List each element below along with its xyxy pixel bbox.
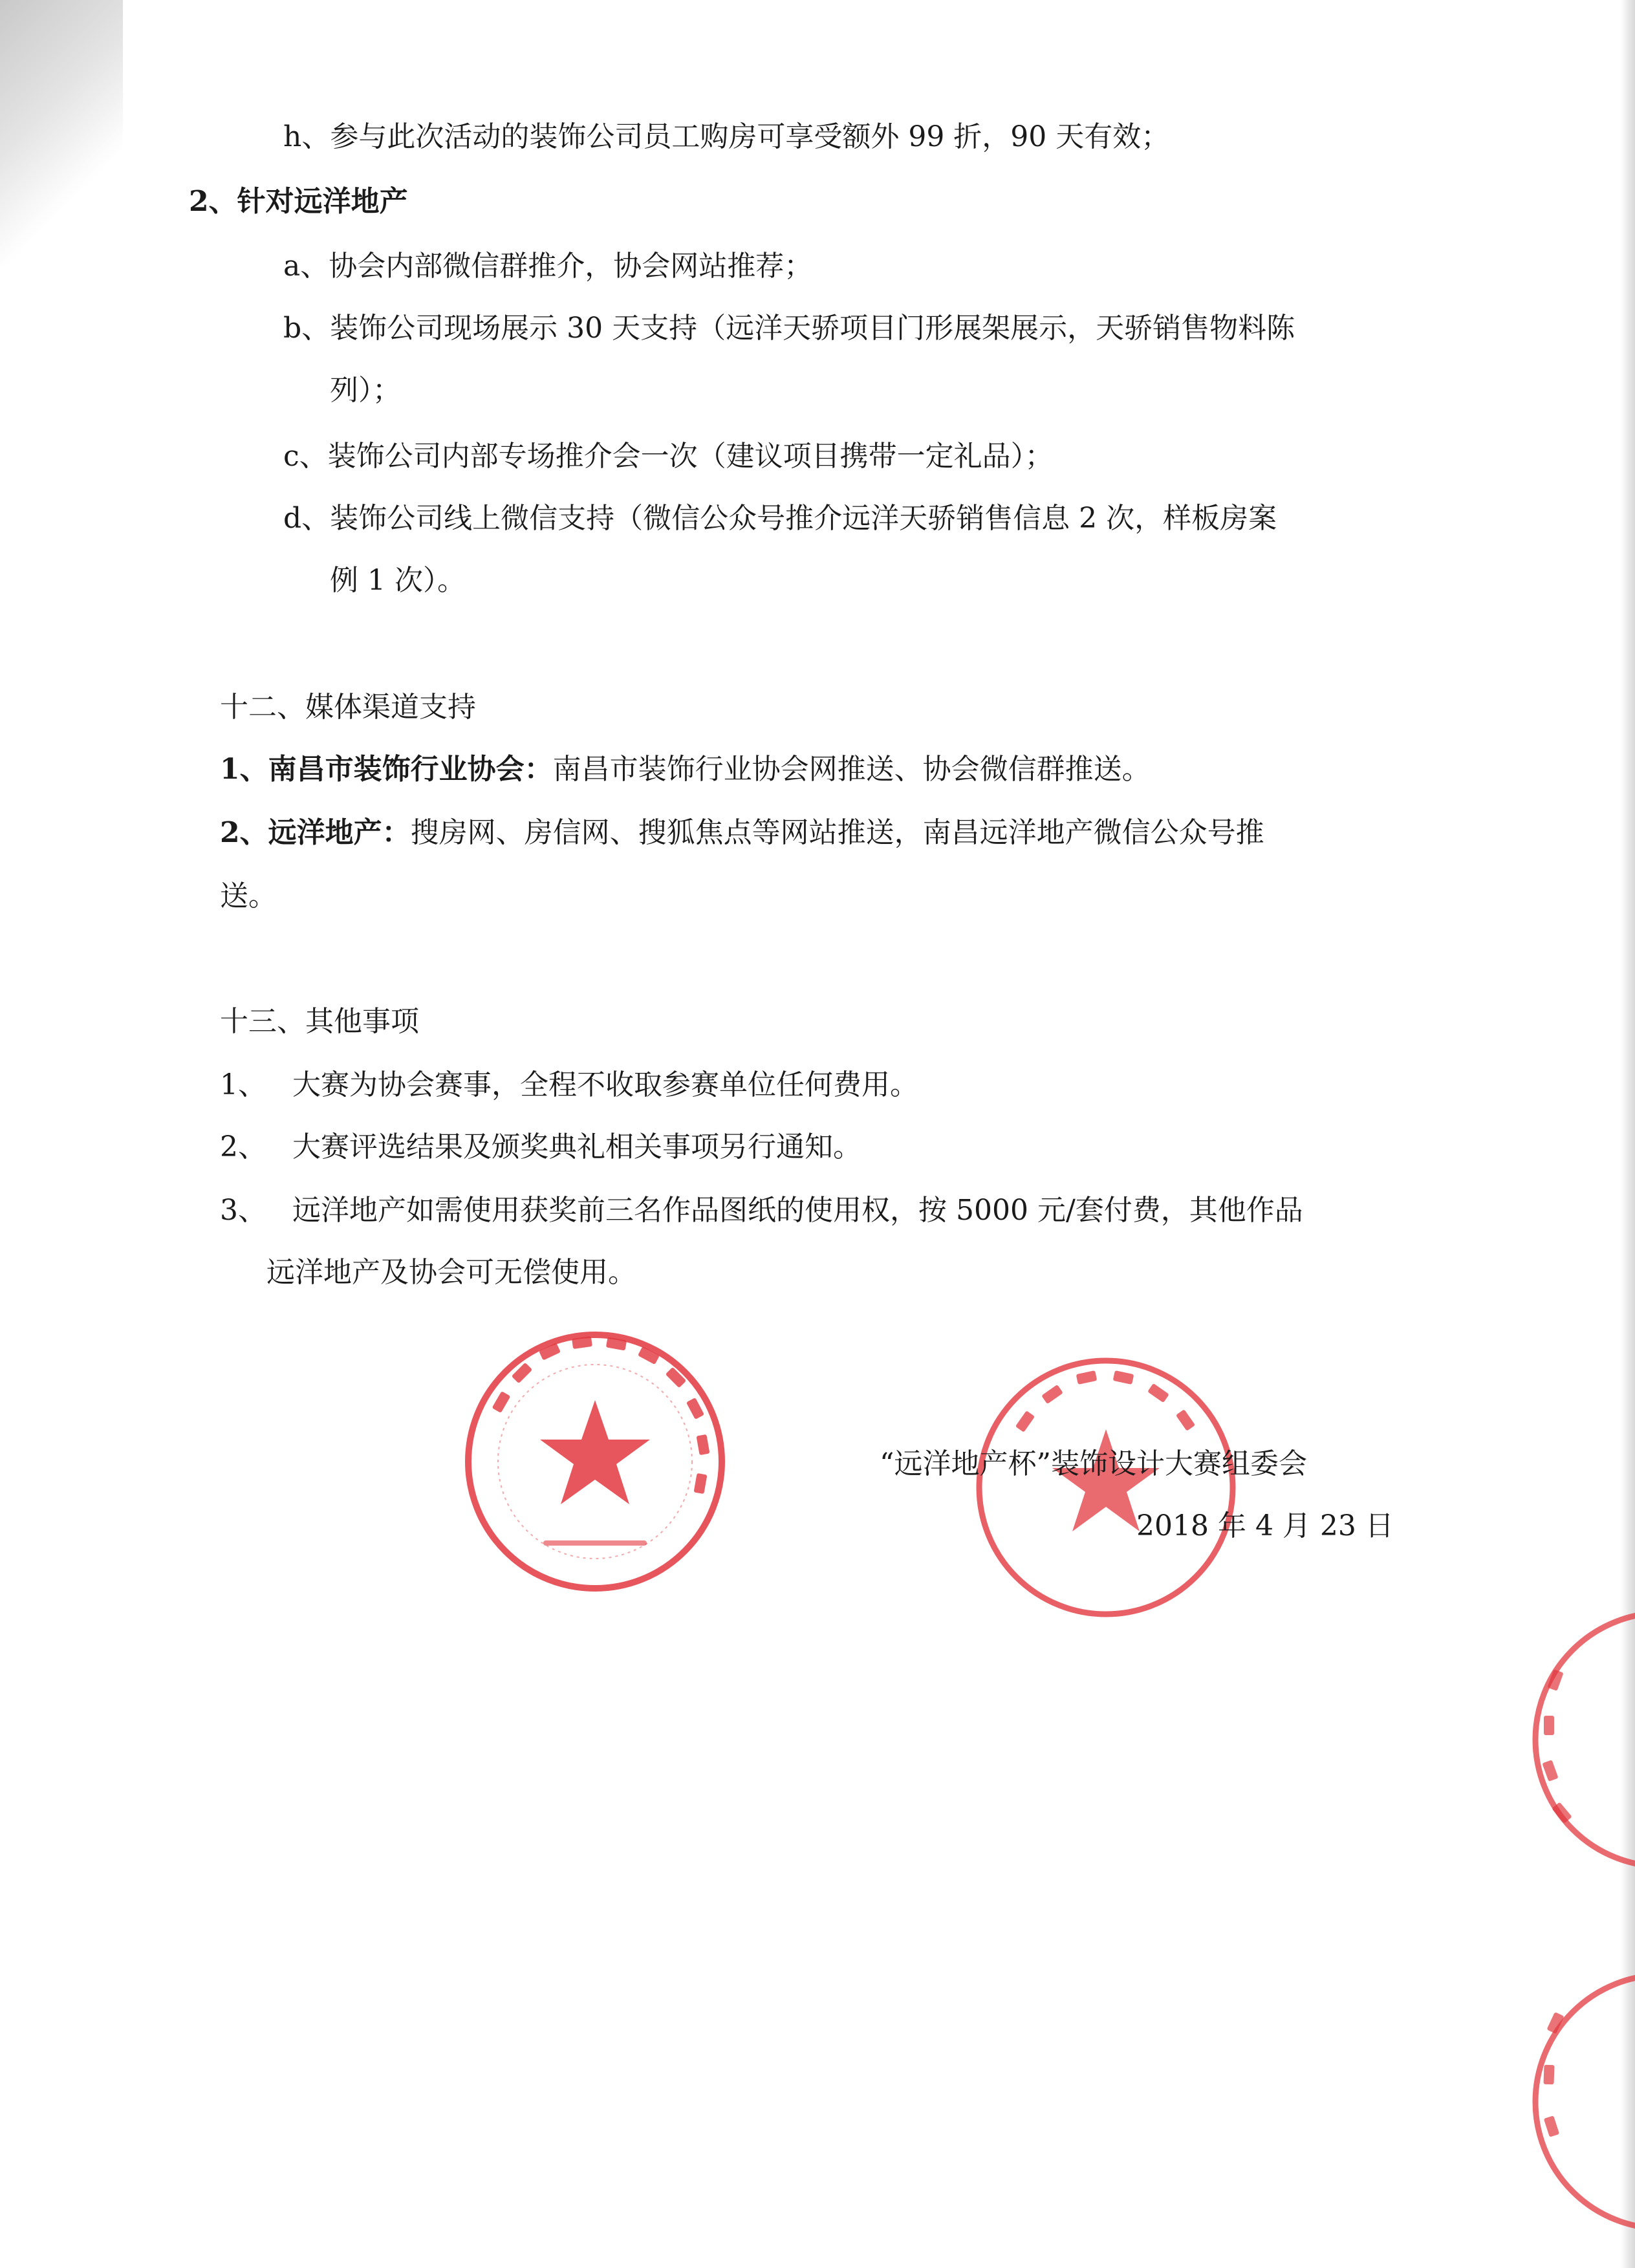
yuanyang-item-b: b、装饰公司现场展示 30 天支持（远洋天骄项目门形展架展示，天骄销售物料陈 — [283, 312, 1295, 345]
media-item-1-text: 南昌市装饰行业协会网推送、协会微信群推送。 — [552, 753, 1151, 786]
media-item-2-cont: 送。 — [220, 880, 277, 913]
signature-date: 2018 年 4 月 23 日 — [1136, 1509, 1394, 1542]
yuanyang-item-c: c、装饰公司内部专场推介会一次（建议项目携带一定礼品）； — [283, 440, 1054, 473]
section-heading-other: 十三、其他事项 — [220, 1005, 419, 1038]
yuanyang-item-d: d、装饰公司线上微信支持（微信公众号推介远洋天骄销售信息 2 次，样板房案 — [283, 502, 1277, 535]
media-item-1-label: 1、南昌市装饰行业协会： — [220, 753, 553, 786]
other-item-3 — [220, 1191, 1303, 1230]
company-seal — [453, 1300, 737, 1623]
media-item-2-label: 2、远洋地产： — [220, 816, 411, 849]
yuanyang-item-a: a、协会内部微信群推介，协会网站推荐； — [283, 250, 813, 283]
other-item-3-text: 远洋地产如需使用获奖前三名作品图纸的使用权，按 5000 元/套付费，其他作品 — [292, 1194, 1303, 1227]
other-item-1-number: 1、 — [220, 1068, 266, 1101]
scan-shadow-corner — [0, 0, 123, 265]
partial-seal-bottom — [1520, 1940, 1635, 2268]
yuanyang-item-b-cont: 列）； — [330, 374, 401, 407]
organizer-signature: “远洋地产杯”装饰设计大赛组委会 — [880, 1447, 1307, 1480]
seal-star-icon — [540, 1400, 650, 1504]
media-item-2 — [220, 814, 1264, 852]
section-heading-yuanyang: 2、针对远洋地产 — [189, 185, 408, 218]
partial-seal-top — [1513, 1578, 1635, 1901]
media-item-2-text: 搜房网、房信网、搜狐焦点等网站推送，南昌远洋地产微信公众号推 — [410, 816, 1264, 849]
other-item-3-cont: 远洋地产及协会可无偿使用。 — [266, 1256, 636, 1289]
section-heading-media: 十二、媒体渠道支持 — [220, 691, 476, 724]
other-item-2-number: 2、 — [220, 1130, 266, 1163]
scan-shadow-edge — [1621, 0, 1635, 2268]
yuanyang-item-d-cont: 例 1 次）。 — [330, 564, 466, 597]
other-item-1-text: 大赛为协会赛事，全程不收取参赛单位任何费用。 — [292, 1068, 918, 1101]
other-item-2-text: 大赛评选结果及颁奖典礼相关事项另行通知。 — [292, 1130, 861, 1163]
other-item-2 — [220, 1128, 861, 1167]
other-item-1 — [220, 1066, 918, 1105]
policy-item-h: h、参与此次活动的装饰公司员工购房可享受额外 99 折，90 天有效； — [283, 120, 1170, 153]
media-item-1 — [220, 750, 1151, 789]
association-seal — [964, 1332, 1248, 1643]
other-item-3-number: 3、 — [220, 1194, 266, 1227]
